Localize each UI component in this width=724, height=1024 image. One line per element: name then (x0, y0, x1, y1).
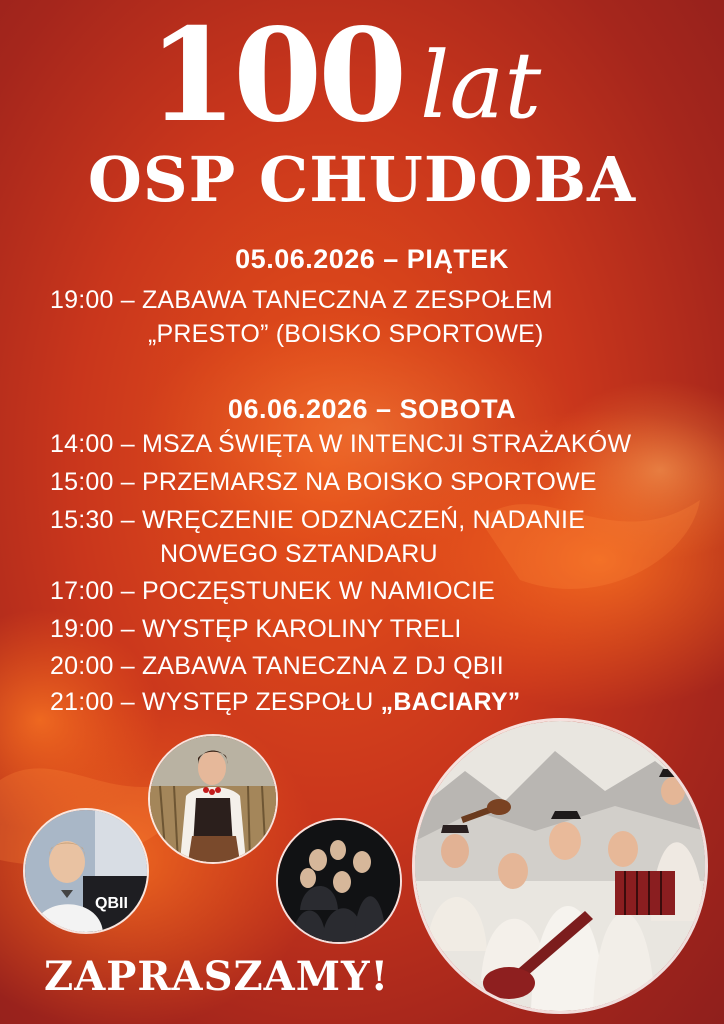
day2-heading: 06.06.2026 – SOBOTA (227, 394, 517, 424)
day2-event: 15:00 – PRZEMARSZ NA BOISKO SPORTOWE (50, 468, 597, 496)
day2-event-continued: NOWEGO SZTANDARU (160, 540, 438, 568)
singer-photo (148, 734, 278, 864)
band-name-baciary: „BACIARY” (380, 688, 521, 716)
day2-event: 20:00 – ZABAWA TANECZNA Z DJ QBII (50, 652, 504, 680)
invitation-text: ZAPRASZAMY! (44, 953, 390, 1000)
day2-event: 19:00 – WYSTĘP KAROLINY TRELI (50, 615, 462, 643)
day2-event (50, 685, 520, 719)
dj-logo-text: QBII (95, 895, 128, 912)
event-text: 21:00 – WYSTĘP ZESPOŁU (50, 688, 381, 716)
day1-event-line: 19:00 – ZABAWA TANECZNA Z ZESPOŁEM (50, 286, 553, 314)
day1-event-line-continued: „PRESTO” (BOISKO SPORTOWE) (148, 320, 544, 348)
organization-title: OSP CHUDOBA (87, 143, 637, 216)
day1-heading: 05.06.2026 – PIĄTEK (235, 244, 509, 274)
day2-event: 17:00 – POCZĘSTUNEK W NAMIOCIE (50, 577, 495, 605)
band-photo (276, 818, 402, 944)
day2-event: 14:00 – MSZA ŚWIĘTA W INTENCJI STRAŻAKÓW (50, 430, 632, 458)
anniversary-number: 100 (148, 1, 404, 151)
dj-photo (23, 808, 149, 934)
day2-event: 15:30 – WRĘCZENIE ODZNACZEŃ, NADANIE (50, 506, 586, 534)
baciary-band-photo (412, 718, 708, 1014)
anniversary-lat: lat (420, 32, 542, 139)
